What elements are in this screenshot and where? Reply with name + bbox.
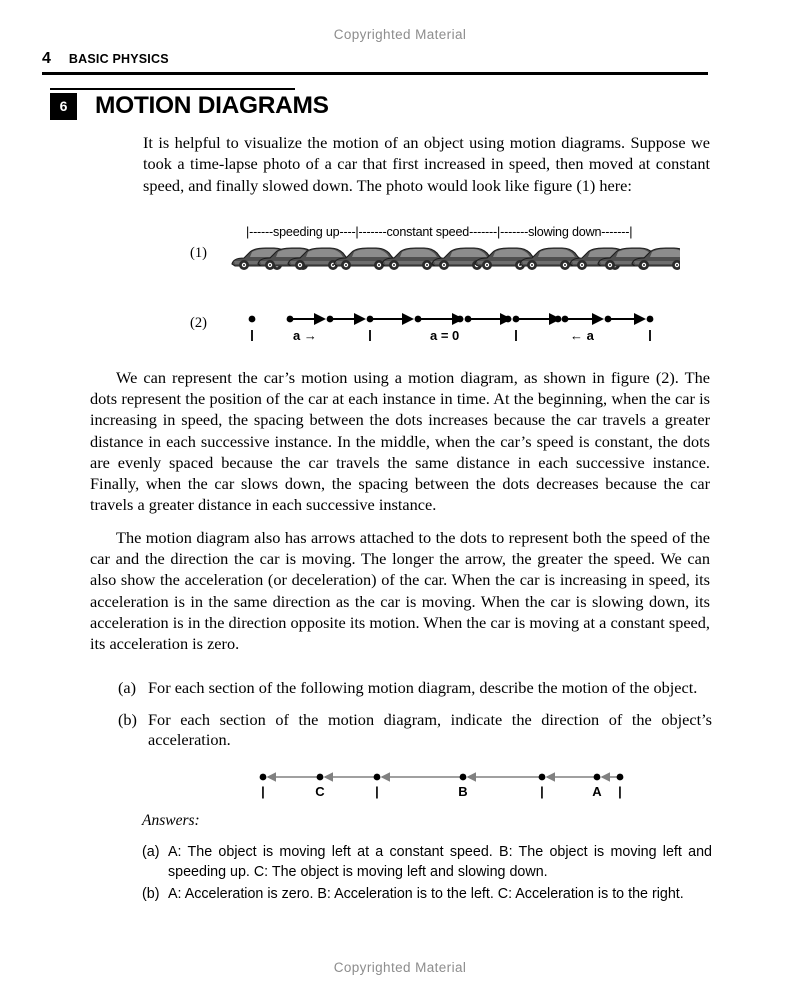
position-dot [505,316,512,323]
running-head [42,50,169,68]
figure-3-graphic [245,766,635,802]
figure-3-tick-label: | [540,784,544,799]
figure-3-tick-label: | [375,784,379,799]
intro-paragraph: It is helpful to visualize the motion of an object using motion diagrams. Suppose we took a time-lapse photo of a car that first increased in speed, then moved at constant speed, and finally slowed down. The photo would look like figure (1) here: [143,133,710,195]
book-title: BASIC PHYSICS [68,52,169,66]
position-dot [260,774,267,781]
chapter-heading-rule [50,88,295,90]
position-dot [465,316,472,323]
answer-item-b [142,884,712,904]
third-paragraph-block [90,527,710,654]
position-dot [647,316,654,323]
position-dot [460,774,467,781]
position-dot [562,316,569,323]
intro-paragraph-block [143,132,710,196]
answers-section [142,812,712,906]
answer-text-b: A: Acceleration is zero. B: Acceleration is to the left. C: Acceleration is to the right. [168,886,684,902]
acceleration-annotation: ← a [570,328,594,343]
car-icon [520,248,580,270]
figure-1-scale-text: |------speeding up----|-------constant speed-------|-------slowing down-------| [246,225,633,239]
copyright-watermark-bottom: Copyrighted Material [333,960,467,975]
position-dot [317,774,324,781]
chapter-heading [50,92,329,120]
exercise-marker-b: (b) [118,709,137,729]
position-dot [513,316,520,323]
answer-marker-a: (a) [142,844,160,860]
position-dot [249,316,256,323]
exercise-item-a [118,678,712,699]
answers-heading: Answers: [142,812,200,829]
figure-3-tick-label: C [315,784,325,799]
page-number: 4 [42,50,51,67]
acceleration-annotation: a = 0 [430,328,460,343]
exercise-text-a: For each section of the following motion diagram, describe the motion of the object. [148,678,698,697]
exercise-item-b [118,710,712,751]
copyright-watermark-top: Copyrighted Material [333,27,467,42]
position-dot [327,316,334,323]
position-dot [415,316,422,323]
car-icon [382,248,442,270]
running-head-rule [42,72,708,75]
figure-1-timelapse-photo [190,225,680,285]
position-dot [287,316,294,323]
acceleration-annotation: a → [293,328,317,343]
position-dot [617,774,624,781]
position-dot [367,316,374,323]
page-title: MOTION DIAGRAMS [95,92,329,119]
figure-3-tick-label: | [261,784,265,799]
figure-2-label: (2) [190,315,207,331]
figure-1-label: (1) [190,245,207,261]
position-dot [555,316,562,323]
second-paragraph-block [90,367,710,515]
exercise-list [118,678,712,762]
answer-marker-b: (b) [142,886,160,902]
position-dot [594,774,601,781]
position-dot [539,774,546,781]
figure-3-tick-label: A [592,784,602,799]
answer-item-a [142,842,712,882]
exercise-text-b: For each section of the motion diagram, indicate the direction of the object’s acceleration. [148,709,712,750]
position-dot [605,316,612,323]
exercise-marker-a: (a) [118,678,137,697]
figure-3-exercise-motion-diagram [245,766,635,802]
second-paragraph: We can represent the car’s motion using a motion diagram, as shown in figure (2). The dots represent the position of the car at each instance in time. At the beginning, when the car is increasing in speed, the spacing between the dots increases because the car travels a greater distance in each successive instance. In the middle, when the car’s speed is constant, the dots are evenly spaced because the car travels the same distance in each successive instance. Finally, when the car slows down, the spacing between the dots decreases because the car travels a greater distance in each successive instance. [90,368,710,515]
chapter-number-badge: 6 [50,93,77,120]
car-icon [334,248,394,270]
figure-2-motion-diagram [190,308,680,344]
position-dot [457,316,464,323]
position-dot [374,774,381,781]
figure-3-tick-label: B [458,784,468,799]
figure-3-tick-label: | [618,784,622,799]
answer-text-a: A: The object is moving left at a constant speed. B: The object is moving left and speeding up. C: The object is moving left and slowing down. [168,844,712,880]
figure-1-car-row [190,225,680,285]
third-paragraph: The motion diagram also has arrows attached to the dots to represent both the speed of the car and the direction the car is moving. The longer the arrow, the greater the speed. We can also show the acceleration (or deceleration) of the car. When the car is increasing in speed, its acceleration is in the same direction as the car is moving. When the car is slowing down, its acceleration is in the direction opposite its motion. When the car is moving at a constant speed, its acceleration is zero. [90,528,710,654]
